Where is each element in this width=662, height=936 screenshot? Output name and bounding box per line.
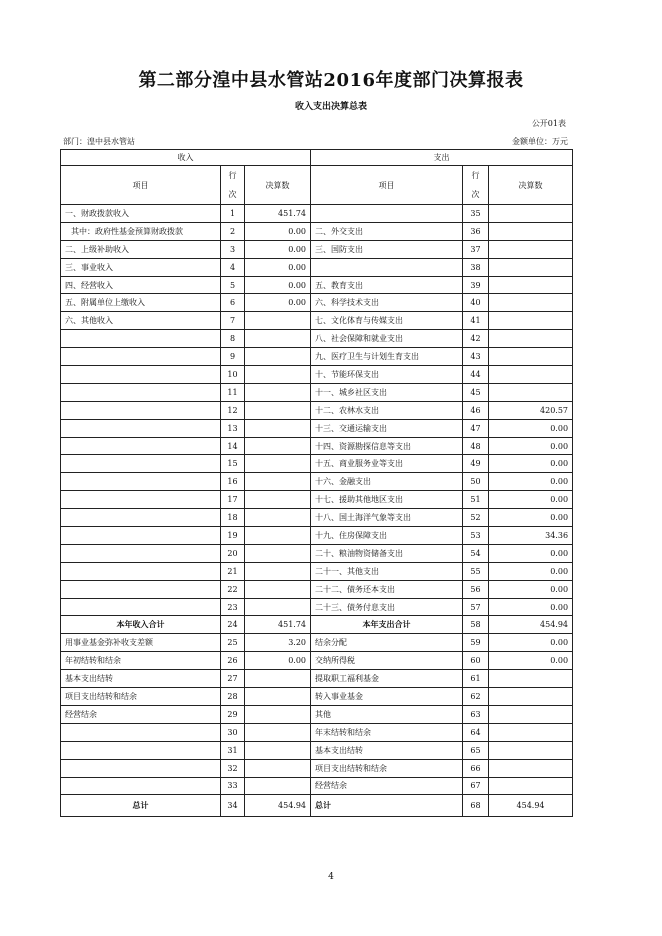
expense-line-cell: 50: [463, 473, 489, 491]
expense-line-cell: 51: [463, 491, 489, 509]
expense-line-cell: 40: [463, 294, 489, 312]
table-row: [61, 616, 573, 634]
expense-amount-cell: [489, 741, 573, 759]
income-item-cell: [61, 437, 221, 455]
income-amount-cell: [245, 383, 311, 401]
income-item-cell: 二、上级补助收入: [61, 240, 221, 258]
income-item-cell: 用事业基金弥补收支差额: [61, 634, 221, 652]
expense-amount-cell: [489, 330, 573, 348]
income-amount-cell: [245, 437, 311, 455]
expense-amount-cell: 0.00: [489, 491, 573, 509]
income-item-cell: 一、财政拨款收入: [61, 205, 221, 223]
table-row: [61, 705, 573, 723]
expense-item-cell: 十二、农林水支出: [311, 401, 463, 419]
table-row: [61, 258, 573, 276]
expense-amount-cell: 0.00: [489, 544, 573, 562]
income-line-cell: 21: [221, 562, 245, 580]
income-amount-cell: [245, 562, 311, 580]
expense-amount-cell: [489, 240, 573, 258]
page-number: 4: [328, 872, 334, 882]
income-line-cell: 4: [221, 258, 245, 276]
income-line-cell: 31: [221, 741, 245, 759]
table-row: [61, 652, 573, 670]
income-amount-cell: [245, 670, 311, 688]
income-item-cell: [61, 455, 221, 473]
expense-amount-cell: 0.00: [489, 419, 573, 437]
expense-item-cell: 项目支出结转和结余: [311, 759, 463, 777]
expense-amount-cell: [489, 222, 573, 240]
income-item-cell: 六、其他收入: [61, 312, 221, 330]
income-amount-cell: [245, 705, 311, 723]
income-item-cell: [61, 759, 221, 777]
expense-amount-cell: [489, 688, 573, 706]
expense-line-cell: 53: [463, 527, 489, 545]
income-amount-cell: [245, 688, 311, 706]
expense-line-cell: 36: [463, 222, 489, 240]
income-item-cell: [61, 401, 221, 419]
expense-item-cell: 三、国防支出: [311, 240, 463, 258]
unit-label: 金额单位：万元: [512, 137, 568, 146]
column-header-row: [61, 166, 573, 205]
income-amount-cell: [245, 509, 311, 527]
income-item-cell: [61, 366, 221, 384]
expense-line-cell: 67: [463, 777, 489, 795]
expense-total-label: 总计: [311, 795, 463, 817]
expense-line-cell: 45: [463, 383, 489, 401]
expense-amount-cell: 0.00: [489, 509, 573, 527]
table-row: [61, 598, 573, 616]
expense-line-cell: 61: [463, 670, 489, 688]
form-number: 公开01表: [531, 119, 566, 128]
expense-item-cell: 经营结余: [311, 777, 463, 795]
income-line-cell: 27: [221, 670, 245, 688]
expense-amount-cell: [489, 258, 573, 276]
expense-amount-cell: [489, 759, 573, 777]
income-item-cell: [61, 580, 221, 598]
expense-line-cell: 59: [463, 634, 489, 652]
expense-line-cell: 46: [463, 401, 489, 419]
income-item-cell: [61, 723, 221, 741]
income-amount-cell: [245, 544, 311, 562]
expense-item-cell: 二十二、债务还本支出: [311, 580, 463, 598]
income-amount-cell: 0.00: [245, 652, 311, 670]
income-item-cell: [61, 598, 221, 616]
income-line-cell: 25: [221, 634, 245, 652]
expense-item-cell: 十三、交通运输支出: [311, 419, 463, 437]
table-row: [61, 240, 573, 258]
expense-item-cell: 提取职工福利基金: [311, 670, 463, 688]
income-amount-cell: [245, 491, 311, 509]
expense-line-cell: 62: [463, 688, 489, 706]
income-item-cell: [61, 473, 221, 491]
income-total-label: 总计: [61, 795, 221, 817]
income-amount-cell: [245, 723, 311, 741]
income-amount-header: 决算数: [245, 166, 311, 205]
expense-line-cell: 66: [463, 759, 489, 777]
expense-item-cell: 十五、商业服务业等支出: [311, 455, 463, 473]
expense-item-cell: 二、外交支出: [311, 222, 463, 240]
income-amount-cell: [245, 598, 311, 616]
expense-item-cell: 交纳所得税: [311, 652, 463, 670]
expense-item-cell: 十、节能环保支出: [311, 366, 463, 384]
table-row: [61, 294, 573, 312]
expense-amount-cell: 420.57: [489, 401, 573, 419]
income-line-cell: 1: [221, 205, 245, 223]
income-amount-cell: [245, 419, 311, 437]
income-line-cell: 6: [221, 294, 245, 312]
table-row: [61, 544, 573, 562]
expense-item-cell: 六、科学技术支出: [311, 294, 463, 312]
income-amount-cell: [245, 473, 311, 491]
income-item-cell: [61, 562, 221, 580]
expense-amount-cell: 0.00: [489, 580, 573, 598]
income-total-amount: 454.94: [245, 795, 311, 817]
income-amount-cell: [245, 455, 311, 473]
expense-item-cell: 十八、国土海洋气象等支出: [311, 509, 463, 527]
income-line-cell: 5: [221, 276, 245, 294]
income-item-cell: 年初结转和结余: [61, 652, 221, 670]
expense-line-cell: 65: [463, 741, 489, 759]
table-row: [61, 312, 573, 330]
expense-item-cell: 十六、金融支出: [311, 473, 463, 491]
income-item-cell: 经营结余: [61, 705, 221, 723]
table-row: [61, 688, 573, 706]
table-row: [61, 419, 573, 437]
income-line-cell: 29: [221, 705, 245, 723]
expense-item-cell: 十一、城乡社区支出: [311, 383, 463, 401]
income-amount-cell: 0.00: [245, 240, 311, 258]
expense-item-cell: 其他: [311, 705, 463, 723]
expense-amount-cell: [489, 348, 573, 366]
expense-amount-cell: 0.00: [489, 652, 573, 670]
expense-line-cell: 41: [463, 312, 489, 330]
income-line-cell: 26: [221, 652, 245, 670]
table-row: [61, 330, 573, 348]
income-amount-cell: 0.00: [245, 222, 311, 240]
expense-item-cell: 十四、资源勘探信息等支出: [311, 437, 463, 455]
table-row: [61, 366, 573, 384]
table-row: [61, 473, 573, 491]
expense-amount-cell: 0.00: [489, 473, 573, 491]
income-amount-cell: [245, 330, 311, 348]
income-amount-cell: [245, 759, 311, 777]
table-row: [61, 527, 573, 545]
income-line-cell: 23: [221, 598, 245, 616]
expense-line-cell: 47: [463, 419, 489, 437]
table-row: [61, 205, 573, 223]
income-line-cell: 20: [221, 544, 245, 562]
expense-line-cell: 49: [463, 455, 489, 473]
table-row: [61, 437, 573, 455]
income-amount-cell: 3.20: [245, 634, 311, 652]
expense-amount-header: 决算数: [489, 166, 573, 205]
expense-amount-cell: [489, 705, 573, 723]
income-amount-cell: 0.00: [245, 294, 311, 312]
table-row: [61, 759, 573, 777]
income-line-cell: 17: [221, 491, 245, 509]
expense-item-cell: 本年支出合计: [311, 616, 463, 634]
expense-item-cell: 九、医疗卫生与计划生育支出: [311, 348, 463, 366]
income-line-header: 行 次: [221, 166, 245, 205]
expense-item-cell: 五、教育支出: [311, 276, 463, 294]
income-amount-cell: 451.74: [245, 205, 311, 223]
expense-amount-cell: 454.94: [489, 616, 573, 634]
income-line-cell: 3: [221, 240, 245, 258]
income-item-cell: 项目支出结转和结余: [61, 688, 221, 706]
page-title: 第二部分湟中县水管站2016年度部门决算报表: [138, 70, 524, 91]
expense-item-cell: 七、文化体育与传媒支出: [311, 312, 463, 330]
table-row: [61, 348, 573, 366]
table-row: [61, 491, 573, 509]
expense-amount-cell: [489, 294, 573, 312]
table-row: [61, 455, 573, 473]
income-line-cell: 11: [221, 383, 245, 401]
expense-amount-cell: 0.00: [489, 562, 573, 580]
income-line-cell: 10: [221, 366, 245, 384]
expense-line-cell: 58: [463, 616, 489, 634]
income-line-cell: 8: [221, 330, 245, 348]
expense-amount-cell: 0.00: [489, 598, 573, 616]
income-amount-cell: [245, 527, 311, 545]
income-line-cell: 33: [221, 777, 245, 795]
income-line-cell: 7: [221, 312, 245, 330]
income-item-cell: [61, 509, 221, 527]
income-item-cell: [61, 544, 221, 562]
expense-line-cell: 43: [463, 348, 489, 366]
expense-section-header: 支出: [311, 150, 573, 166]
table-row: [61, 741, 573, 759]
total-row: [61, 795, 573, 817]
expense-amount-cell: [489, 670, 573, 688]
income-amount-cell: [245, 777, 311, 795]
expense-item-cell: 转入事业基金: [311, 688, 463, 706]
income-item-cell: [61, 527, 221, 545]
income-amount-cell: 0.00: [245, 276, 311, 294]
table-row: [61, 670, 573, 688]
expense-line-cell: 64: [463, 723, 489, 741]
income-item-cell: 其中：政府性基金预算财政拨款: [61, 222, 221, 240]
income-line-cell: 19: [221, 527, 245, 545]
expense-total-line: 68: [463, 795, 489, 817]
income-line-cell: 16: [221, 473, 245, 491]
income-item-cell: [61, 383, 221, 401]
income-item-cell: 四、经营收入: [61, 276, 221, 294]
expense-line-cell: 57: [463, 598, 489, 616]
income-amount-cell: [245, 401, 311, 419]
expense-line-cell: 44: [463, 366, 489, 384]
table-subtitle: 收入支出决算总表: [294, 102, 367, 112]
expense-line-cell: 63: [463, 705, 489, 723]
expense-item-cell: 八、社会保障和就业支出: [311, 330, 463, 348]
expense-line-header: 行 次: [463, 166, 489, 205]
department-label: 部门：湟中县水管站: [63, 137, 135, 146]
expense-item-cell: 年末结转和结余: [311, 723, 463, 741]
expense-line-cell: 35: [463, 205, 489, 223]
table-row: [61, 276, 573, 294]
expense-amount-cell: 0.00: [489, 455, 573, 473]
table-row: [61, 509, 573, 527]
income-line-cell: 32: [221, 759, 245, 777]
table-row: [61, 580, 573, 598]
expense-line-cell: 39: [463, 276, 489, 294]
expense-line-cell: 56: [463, 580, 489, 598]
expense-amount-cell: 0.00: [489, 634, 573, 652]
expense-amount-cell: [489, 312, 573, 330]
income-item-cell: 基本支出结转: [61, 670, 221, 688]
income-item-cell: [61, 330, 221, 348]
expense-item-cell: 结余分配: [311, 634, 463, 652]
expense-amount-cell: [489, 723, 573, 741]
expense-amount-cell: 34.36: [489, 527, 573, 545]
income-item-cell: 本年收入合计: [61, 616, 221, 634]
income-line-cell: 13: [221, 419, 245, 437]
expense-amount-cell: [489, 383, 573, 401]
expense-item-cell: [311, 205, 463, 223]
table-row: [61, 222, 573, 240]
expense-item-cell: [311, 258, 463, 276]
income-section-header: 收入: [61, 150, 311, 166]
expense-amount-cell: 0.00: [489, 437, 573, 455]
table-row: [61, 562, 573, 580]
income-line-cell: 2: [221, 222, 245, 240]
expense-item-header: 项目: [311, 166, 463, 205]
expense-line-cell: 60: [463, 652, 489, 670]
expense-line-cell: 42: [463, 330, 489, 348]
income-line-cell: 22: [221, 580, 245, 598]
income-amount-cell: [245, 312, 311, 330]
expense-item-cell: 十九、住房保障支出: [311, 527, 463, 545]
income-item-cell: [61, 777, 221, 795]
expense-line-cell: 48: [463, 437, 489, 455]
income-item-cell: 三、事业收入: [61, 258, 221, 276]
expense-line-cell: 38: [463, 258, 489, 276]
income-amount-cell: [245, 348, 311, 366]
income-line-cell: 12: [221, 401, 245, 419]
income-line-cell: 9: [221, 348, 245, 366]
expense-item-cell: 十七、援助其他地区支出: [311, 491, 463, 509]
expense-amount-cell: [489, 205, 573, 223]
income-item-header: 项目: [61, 166, 221, 205]
income-amount-cell: [245, 366, 311, 384]
income-item-cell: [61, 419, 221, 437]
expense-item-cell: 基本支出结转: [311, 741, 463, 759]
table-row: [61, 777, 573, 795]
income-line-cell: 18: [221, 509, 245, 527]
expense-line-cell: 52: [463, 509, 489, 527]
income-amount-cell: 0.00: [245, 258, 311, 276]
income-amount-cell: 451.74: [245, 616, 311, 634]
income-item-cell: [61, 741, 221, 759]
table-row: [61, 401, 573, 419]
table-row: [61, 723, 573, 741]
section-header-row: [61, 150, 573, 166]
income-line-cell: 24: [221, 616, 245, 634]
income-line-cell: 14: [221, 437, 245, 455]
income-line-cell: 30: [221, 723, 245, 741]
expense-item-cell: 二十、粮油物资储备支出: [311, 544, 463, 562]
expense-amount-cell: [489, 366, 573, 384]
budget-summary-table: [60, 149, 573, 817]
income-line-cell: 28: [221, 688, 245, 706]
income-line-cell: 15: [221, 455, 245, 473]
income-amount-cell: [245, 741, 311, 759]
expense-line-cell: 55: [463, 562, 489, 580]
expense-amount-cell: [489, 777, 573, 795]
income-item-cell: [61, 348, 221, 366]
income-item-cell: 五、附属单位上缴收入: [61, 294, 221, 312]
table-row: [61, 634, 573, 652]
income-amount-cell: [245, 580, 311, 598]
table-row: [61, 383, 573, 401]
expense-total-amount: 454.94: [489, 795, 573, 817]
income-item-cell: [61, 491, 221, 509]
expense-item-cell: 二十三、债务付息支出: [311, 598, 463, 616]
expense-amount-cell: [489, 276, 573, 294]
expense-line-cell: 54: [463, 544, 489, 562]
expense-line-cell: 37: [463, 240, 489, 258]
expense-item-cell: 二十一、其他支出: [311, 562, 463, 580]
income-total-line: 34: [221, 795, 245, 817]
